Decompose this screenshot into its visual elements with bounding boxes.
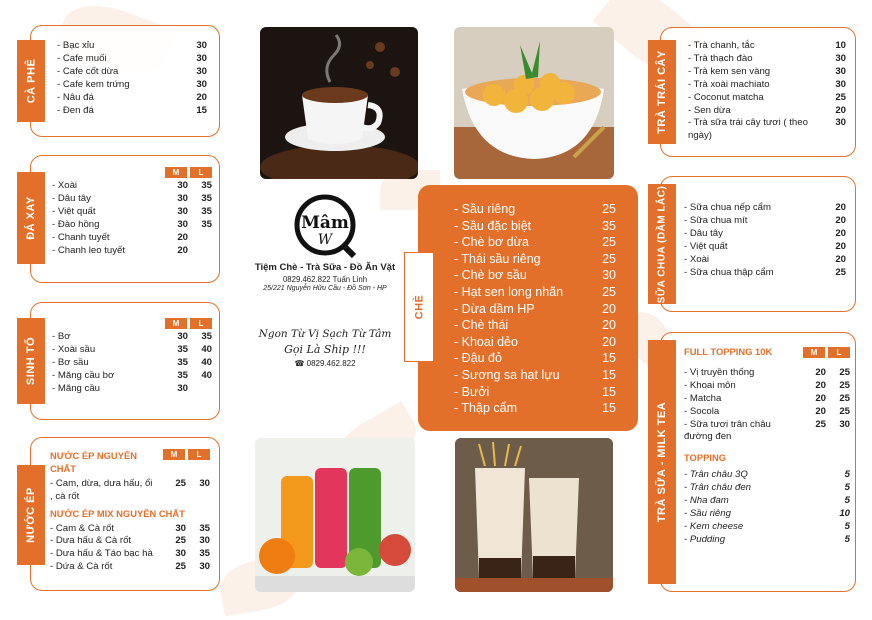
sinhto-tab: SINH TỐ [17, 318, 45, 404]
list-item: - Chanh leo tuyết 20 [52, 244, 188, 256]
list-item: - Cam, dừa, dưa hấu, ổi , cà rốt 25 30 [50, 477, 210, 502]
list-item: - Khoai dẻo 20 [454, 334, 616, 349]
list-item: - Dừa dầm HP 20 [454, 301, 616, 316]
list-item: - Cafe kem trứng 30 [57, 78, 207, 90]
list-item: - Măng cầu 30 [52, 382, 188, 394]
tratraicay-list [688, 40, 846, 143]
suachua-tab: SỮA CHUA (DẦM LẮC) [648, 184, 676, 304]
subheading: TOPPING [684, 452, 727, 464]
list-item: - Măng cầu bơ 35 40 [52, 369, 212, 381]
tratraicay-tab: TRÀ TRÁI CÂY [648, 40, 676, 144]
list-item: - Nha đam 5 [684, 495, 850, 507]
juice-photo [255, 438, 415, 592]
phone-number: ☎ 0829.462.822 [294, 359, 356, 368]
che-photo [454, 27, 614, 179]
list-item: - Sữa chua mít 20 [684, 214, 846, 226]
list-item: - Sữa chua nếp cẩm 20 [684, 202, 846, 213]
list-item: - Matcha 20 25 [684, 392, 850, 404]
milk-tea-photo [455, 438, 613, 592]
list-item: - Trà kem sen vàng 30 [688, 65, 846, 77]
shop-tagline: Tiệm Chè - Trà Sữa - Đồ Ăn Vặt [254, 262, 396, 273]
daxay-tab: ĐÁ XAY [17, 172, 45, 264]
list-item: - Bạc xỉu 30 [57, 40, 207, 51]
list-item: - Thập cẩm 15 [454, 401, 616, 416]
list-item: - Việt quất 20 [684, 240, 846, 252]
suachua-list [684, 202, 846, 279]
list-item: - Chanh tuyết 20 [52, 231, 188, 243]
list-item: - Chè thái 20 [454, 318, 616, 333]
svg-text:W: W [317, 232, 333, 248]
list-item: - Cam & Cà rốt 30 35 [50, 522, 210, 534]
sinhto-list: M L - Bơ 30 35 - Xoài sầu 35 40 - Bơ sầu 35 40 - Măng cầu bơ 35 40 - Măng cầu 30 [52, 319, 212, 394]
list-item: - Dứa & Cà rốt 25 30 [50, 561, 210, 573]
list-item: - Dâu tây 30 35 [52, 192, 212, 204]
list-item: - Vị truyền thống 20 25 [684, 366, 850, 378]
cafe-list [57, 40, 207, 117]
list-item: - Dưa hấu & Táo bạc hà 30 35 [50, 548, 210, 560]
subheading: NƯỚC ÉP NGUYÊN CHẤT [50, 450, 137, 474]
nuocep-list: M L NƯỚC ÉP NGUYÊN CHẤT - Cam, dừa, dưa hấu, ổi , cà rốt 25 30 NƯỚC ÉP MIX NGUYÊN CHẤT - Cam & Cà rốt 30 35 - Dưa hấu & Cà rốt 25 30 - Dưa hấu & Táo bạc hà 30 35 - Dứa & Cà rốt 25 30 [50, 450, 210, 573]
list-item: - Dưa hấu & Cà rốt 25 30 [50, 535, 210, 547]
daxay-list: M L - Xoài 30 35 - Dâu tây 30 35 - Việt quất 30 35 - Đào hồng 30 35 - Chanh tuyết 20 - Chanh leo tuyết 20 [52, 168, 212, 256]
phone-line: 0829.462.822 Tuấn Linh [282, 275, 368, 284]
cafe-tab: CÀ PHÊ [17, 40, 45, 122]
list-item: - Bơ 30 35 [52, 331, 212, 342]
list-item: - Khoai môn 20 25 [684, 379, 850, 391]
list-item: - Trà xoài machiato 30 [688, 78, 846, 90]
nuocep-tab: NƯỚC ÉP [17, 465, 45, 565]
trasua-tab: TRÀ SỮA - MILK TEA [648, 340, 676, 584]
list-item: - Sữa chua thập cẩm 25 [684, 266, 846, 278]
list-item: - Đen đá 15 [57, 104, 207, 116]
svg-text:Mâm: Mâm [301, 213, 349, 233]
list-item: - Trà thạch đào 30 [688, 52, 846, 64]
list-item: - Xoài 20 [684, 253, 846, 265]
list-item: - Nâu đá 20 [57, 91, 207, 103]
phone-icon: ☎ [294, 359, 307, 368]
list-item: - Pudding 5 [684, 533, 850, 545]
list-item: - Trà chanh, tắc 10 [688, 40, 846, 51]
list-item: - Hạt sen long nhãn 25 [454, 284, 616, 299]
list-item: - Cafe cốt dừa 30 [57, 65, 207, 77]
trasua-list: FULL TOPPING 10K M L - Vị truyền thống 20 25 - Khoai môn 20 25 - Matcha 20 25 - Socola 20 25 - Sữa tươi trân châu đường đen 25 30 TOPPING - Trân châu 3Q 5 - Trân châu đen 5 - Nha đam 5 - Sầu riêng 10 - Kem cheese 5 - Pudding 5 [684, 346, 850, 545]
list-item: - Việt quất 30 35 [52, 205, 212, 217]
list-item: - Dâu tây 20 [684, 227, 846, 239]
list-item: - Sầu đặc biệt 35 [454, 218, 616, 233]
che-section [418, 185, 638, 431]
list-item: - Trà sữa trái cây tươi ( theo ngày) 30 [688, 117, 846, 142]
list-item: - Đậu đỏ 15 [454, 351, 616, 366]
list-item: - Chè bơ dừa 25 [454, 235, 616, 250]
list-item: - Socola 20 25 [684, 405, 850, 417]
list-item: - Trân châu đen 5 [684, 482, 850, 494]
list-item: - Coconut matcha 25 [688, 91, 846, 103]
list-item: - Xoài 30 35 [52, 180, 212, 191]
subheading: NƯỚC ÉP MIX NGUYÊN CHẤT [50, 507, 185, 519]
list-item: - Sữa tươi trân châu đường đen 25 30 [684, 418, 850, 443]
list-item: - Sầu riêng 25 [454, 202, 616, 216]
list-item: - Sương sa hạt lựu 15 [454, 367, 616, 382]
list-item: - Bơ sầu 35 40 [52, 356, 212, 368]
che-tab: CHÈ [404, 252, 434, 362]
list-item: - Đào hồng 30 35 [52, 218, 212, 230]
list-item: - Trân châu 3Q 5 [684, 469, 850, 481]
list-item: - Bưởi 15 [454, 384, 616, 399]
list-item: - Sen dừa 20 [688, 104, 846, 116]
subheading: FULL TOPPING 10K [684, 346, 773, 357]
coffee-photo [260, 27, 418, 179]
address: 25/221 Nguyễn Hữu Cầu - Đồ Sơn - HP [263, 285, 387, 292]
list-item: - Sầu riêng 10 [684, 507, 850, 519]
logo-icon [290, 190, 360, 260]
brand-block [240, 190, 410, 368]
slogan: Gọi Là Ship !!! [284, 343, 366, 356]
list-item: - Cafe muối 30 [57, 52, 207, 64]
list-item: - Xoài sầu 35 40 [52, 343, 212, 355]
list-item: - Kem cheese 5 [684, 520, 850, 532]
list-item: - Thái sầu riêng 25 [454, 251, 616, 266]
slogan: Ngon Từ Vị Sạch Từ Tâm [258, 328, 392, 340]
list-item: - Chè bơ sầu 30 [454, 268, 616, 283]
